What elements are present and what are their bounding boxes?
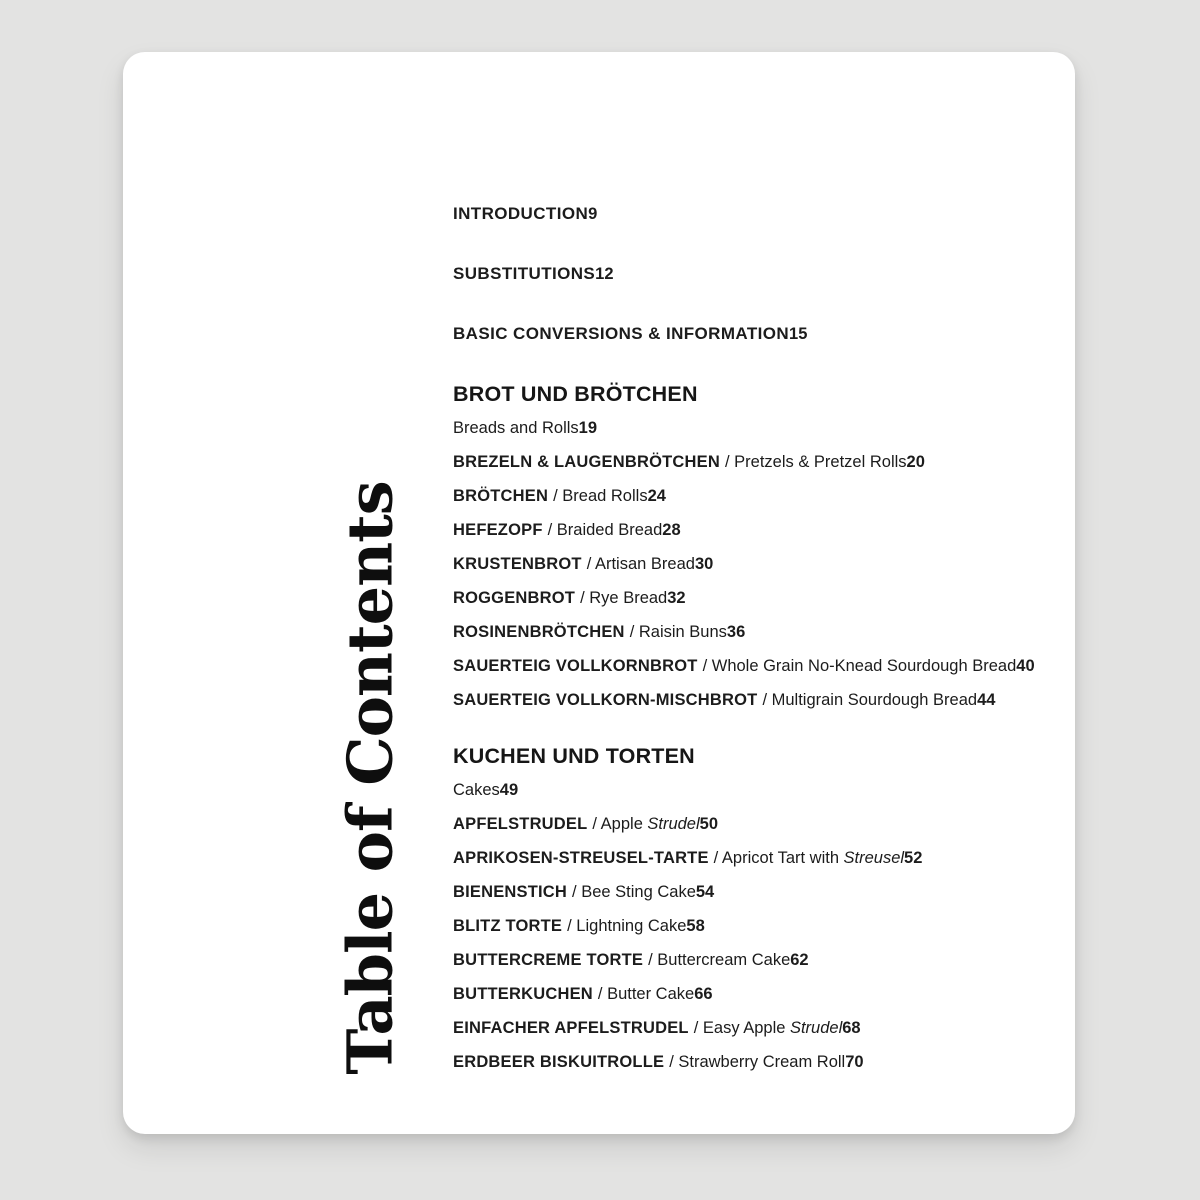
entry-title-en: / Bread Rolls [553,487,648,505]
page-number: 58 [686,917,705,935]
page-number: 50 [699,815,719,833]
entry-title-de: APFELSTRUDEL [453,815,588,833]
toc-entry [453,581,1103,615]
entry-title-de: SAUERTEIG VOLLKORN-MISCHBROT [453,691,758,709]
page-number: 9 [588,205,598,223]
page-title: Table of Contents [333,481,407,1075]
entry-title-en: / Artisan Bread [586,555,695,573]
entry-title-de: ROSINENBRÖTCHEN [453,623,625,641]
entry-title-en: / Apple [592,815,643,833]
entry-title-de: ROGGENBROT [453,589,576,607]
page-number: 15 [789,325,808,343]
entry-title-en: / Lightning Cake [567,917,687,935]
entry-title-en: Cakes [453,781,500,799]
entry-title-en: / Buttercream Cake [648,951,791,969]
page-number: 20 [906,453,925,471]
entry-title-de: BUTTERKUCHEN [453,985,593,1003]
section-title-brot-und-broetchen: BROT UND BRÖTCHEN [453,382,698,406]
entry-title-en: Breads and Rolls [453,419,579,437]
entry-label: BASIC CONVERSIONS & INFORMATION [453,324,790,343]
toc-entry-basic-conversions [453,317,1103,351]
entry-title-en: / Pretzels & Pretzel Rolls [724,453,907,471]
entry-title-de: BLITZ TORTE [453,917,563,935]
toc-entry [453,683,1103,717]
page-number: 28 [662,521,681,539]
entry-title-de: BUTTERCREME TORTE [453,951,644,969]
entry-title-en: / Strawberry Cream Roll [669,1053,846,1071]
entry-title-en: / Rye Bread [580,589,668,607]
toc-entry [453,773,1103,807]
entry-label: INTRODUCTION [453,204,589,223]
toc-entry [453,943,1103,977]
entry-title-de: HEFEZOPF [453,521,543,539]
entry-title-de: APRIKOSEN-STREUSEL-TARTE [453,849,709,867]
page-number: 40 [1016,657,1035,675]
entry-title-italic: Strudel [647,815,700,833]
toc-entry [453,807,1103,841]
toc-entry [453,615,1103,649]
entry-title-en: / Multigrain Sourdough Bread [762,691,978,709]
toc-entry [453,1011,1103,1045]
page-number: 24 [647,487,666,505]
entry-title-de: ERDBEER BISKUITROLLE [453,1053,665,1071]
page-number: 62 [790,951,809,969]
toc-entry [453,547,1103,581]
toc-entry [453,479,1103,513]
toc-page-card [123,52,1075,1134]
toc-entry [453,1045,1103,1079]
entry-title-en: / Bee Sting Cake [572,883,696,901]
page-number: 32 [667,589,686,607]
entry-title-en: / Whole Grain No-Knead Sourdough Bread [702,657,1017,675]
toc-entry [453,875,1103,909]
entry-title-de: SAUERTEIG VOLLKORNBROT [453,657,698,675]
entry-title-italic: Strudel [789,1019,843,1037]
page-number: 68 [842,1019,861,1037]
toc-entry [453,445,1103,479]
toc-entry [453,909,1103,943]
page-number: 70 [845,1053,864,1071]
toc-entry-substitutions [453,257,1103,291]
toc-entry [453,411,1103,445]
entry-label: SUBSTITUTIONS [453,264,596,283]
entry-title-en: / Apricot Tart with [713,849,840,867]
toc-entry [453,649,1103,683]
entry-title-de: BREZELN & LAUGENBRÖTCHEN [453,453,720,471]
entry-title-de: BRÖTCHEN [453,487,549,505]
page-number: 19 [578,419,598,437]
entry-title-de: KRUSTENBROT [453,555,582,573]
page-number: 12 [595,265,614,283]
toc-entry-introduction [453,197,1103,231]
entry-title-italic: Streusel [843,849,905,867]
section-title-kuchen-und-torten: KUCHEN UND TORTEN [453,744,695,768]
page-number: 52 [904,849,923,867]
page-number: 36 [726,623,746,641]
entry-title-en: / Butter Cake [597,985,695,1003]
toc-list [453,197,1103,1079]
toc-entry [453,841,1103,875]
entry-title-de: EINFACHER APFELSTRUDEL [453,1019,689,1037]
page-number: 49 [499,781,519,799]
entry-title-en: / Braided Bread [547,521,663,539]
toc-entry [453,977,1103,1011]
toc-entry [453,513,1103,547]
page-number: 30 [694,555,714,573]
entry-title-de: BIENENSTICH [453,883,568,901]
page-number: 44 [977,691,996,709]
entry-title-en: / Easy Apple [693,1019,786,1037]
page-number: 54 [695,883,715,901]
page-number: 66 [694,985,713,1003]
entry-title-en: / Raisin Buns [629,623,727,641]
